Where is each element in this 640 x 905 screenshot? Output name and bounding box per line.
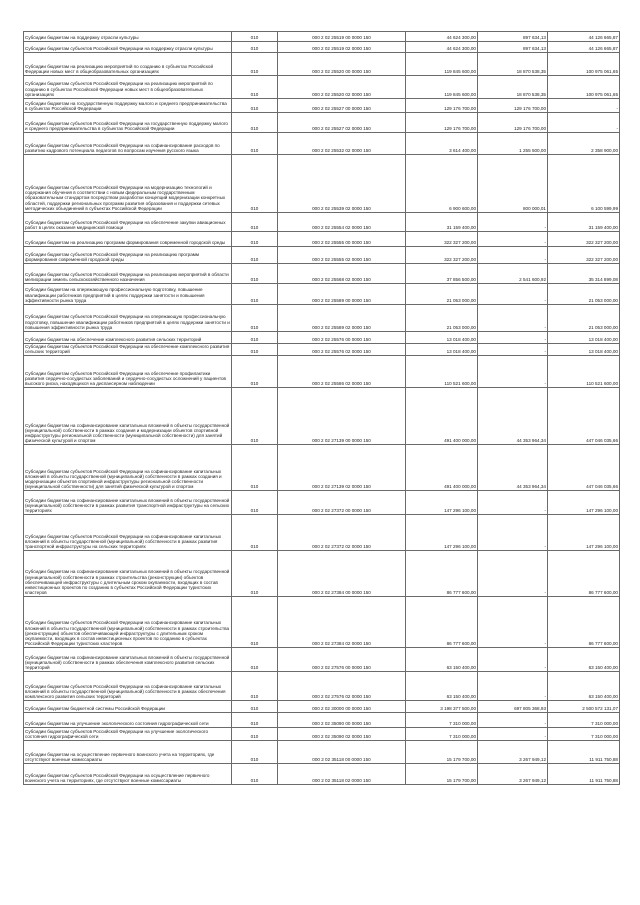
row-plan-cell: 86 777 600,00 [406, 551, 478, 597]
row-name-cell [24, 741, 232, 764]
row-admin-cell: 010 [232, 445, 278, 491]
row-exec-cell: 697 805 368,93 [478, 701, 548, 713]
row-admin-cell: 010 [232, 672, 278, 701]
row-rest-cell: 322 327 200,00 [548, 247, 620, 264]
row-code-cell: 000 2 02 25576 02 0000 150 [278, 344, 406, 356]
row-name-text: Субсидии бюджетам субъектов Российской Федерации на софинансирование капитальных вложений в объекты государственной (муниципальной) собственности в рамках обеспечения комплексного развития сельских территорий [25, 683, 226, 700]
row-name-text: Субсидии бюджетам на государственную поддержку малого и среднего предпринимательства в субъектах Российской Федерации [25, 100, 227, 111]
row-code-cell: 000 2 02 25519 02 0000 150 [278, 42, 406, 53]
row-exec-cell: - [478, 491, 548, 515]
row-plan-cell: 21 053 000,00 [406, 305, 478, 332]
row-name-text: Субсидии бюджетам субъектов Российской Федерации на софинансирование капитальных вложений в объекты государственной (муниципальной) собственности в рамках развития транспортной инфраструктуры на сельских территориях [25, 533, 222, 550]
row-plan-cell: 13 018 400,00 [406, 332, 478, 344]
row-code-cell: 000 2 02 25568 02 0000 150 [278, 264, 406, 284]
row-name-cell [24, 284, 232, 305]
row-plan-cell: 7 310 000,00 [406, 728, 478, 741]
row-rest-cell: 147 296 100,00 [548, 515, 620, 551]
row-name-text: Субсидии бюджетам субъектов Российской Федерации на опережающую профессиональную подготовку, повышение квалификации работников предприятий в целях поддержки занятости и повышения эффективности рынка труда [25, 314, 230, 330]
row-exec-cell: - [478, 728, 548, 741]
row-plan-cell: 44 624 300,00 [406, 32, 478, 42]
table-row [24, 232, 620, 247]
row-exec-cell: - [478, 305, 548, 332]
row-exec-cell: - [478, 648, 548, 672]
row-name-cell [24, 445, 232, 491]
row-exec-cell: - [478, 344, 548, 356]
row-name-cell [24, 332, 232, 344]
row-name-cell [24, 213, 232, 232]
table-row [24, 491, 620, 515]
table-row [24, 388, 620, 445]
row-admin-cell: 010 [232, 99, 278, 113]
row-rest-cell: 13 018 400,00 [548, 332, 620, 344]
row-exec-cell: - [478, 551, 548, 597]
row-plan-cell: 15 179 700,00 [406, 741, 478, 764]
row-name-text: Субсидии бюджетам на реализацию программ формирования современной городской среды [25, 239, 226, 245]
row-admin-cell: 010 [232, 332, 278, 344]
row-plan-cell: 3 614 400,00 [406, 133, 478, 155]
row-code-cell: 000 2 02 25520 02 0000 150 [278, 76, 406, 99]
row-rest-cell: 2 500 572 131,07 [548, 701, 620, 713]
table-row [24, 356, 620, 388]
row-plan-cell: 119 845 600,00 [406, 76, 478, 99]
row-admin-cell: 010 [232, 76, 278, 99]
row-exec-cell: 18 870 538,35 [478, 53, 548, 76]
row-name-text: Субсидии бюджетам субъектов Российской Федерации на софинансирование капитальных вложений в объекты государственной (муниципальной) собственности в рамках строительства (реконструкции) объектов обеспечивающей инфраструктуры с длительным сроком окупаемости, входящих в состав инвестиционных проектов по созданию в субъектах Российской Федерации туристских кластеров [25, 620, 230, 647]
row-name-text: Субсидии бюджетам субъектов Российской Федерации на реализацию программ формирования современной городской среды [25, 251, 200, 262]
table-row [24, 713, 620, 728]
row-plan-cell: 3 198 377 500,00 [406, 701, 478, 713]
row-name-text: Субсидии бюджетам субъектов Российской Федерации на модернизацию технологий и содержания обучения в соответствии с новым федеральным государственным образовательным стандартом посредством разработки концепций модернизации конкретных областей, поддержки региональных программ развития образования и поддержки сетевых методических объединений в субъектах Российской Федерации [25, 184, 226, 211]
row-admin-cell: 010 [232, 701, 278, 713]
row-name-text: Субсидии бюджетам на улучшение экологического состояния гидрографической сети [25, 721, 209, 727]
table-row [24, 99, 620, 113]
row-rest-cell: 44 126 665,87 [548, 32, 620, 42]
row-rest-cell: 35 314 899,08 [548, 264, 620, 284]
table-row [24, 53, 620, 76]
table-row [24, 764, 620, 785]
row-rest-cell: - [548, 113, 620, 133]
row-name-text: Субсидии бюджетам субъектов Российской Федерации на реализацию мероприятий по созданию в субъектах Российской Федерации новых мест в общеобразовательных организациях [25, 81, 213, 97]
row-name-text: Субсидии бюджетам субъектов Российской Федерации на обеспечение закупки авиационных работ в целях оказания медицинской помощи [25, 219, 226, 230]
row-code-cell: 000 2 02 30000 00 0000 150 [278, 701, 406, 713]
row-name-cell [24, 247, 232, 264]
row-name-text: Субсидии бюджетам субъектов Российской Федерации на осуществление первичного воинского учета на территориях, где отсутствуют военные комиссариаты [25, 773, 210, 784]
row-code-cell: 000 2 02 25586 02 0000 150 [278, 356, 406, 388]
table-row [24, 284, 620, 305]
table-row [24, 42, 620, 53]
row-code-cell: 000 2 02 27384 00 0000 150 [278, 551, 406, 597]
row-code-cell: 000 2 02 25519 00 0000 150 [278, 32, 406, 42]
row-code-cell: 000 2 02 35090 00 0000 150 [278, 713, 406, 728]
row-name-text: Субсидии бюджетам субъектов Российской Федерации на софинансирование расходов по развитию кадрового потенциала педагогов по вопросам изучения русского языка [25, 142, 220, 153]
row-code-cell: 000 2 02 25520 00 0000 150 [278, 53, 406, 76]
row-code-cell: 000 2 02 25555 00 0000 150 [278, 232, 406, 247]
row-code-cell: 000 2 02 27139 02 0000 150 [278, 445, 406, 491]
row-plan-cell: 86 777 600,00 [406, 597, 478, 648]
row-rest-cell: 100 975 061,65 [548, 53, 620, 76]
table-row [24, 445, 620, 491]
row-name-cell [24, 232, 232, 247]
row-code-cell: 000 2 02 35118 02 0000 150 [278, 764, 406, 785]
row-exec-cell: - [478, 356, 548, 388]
row-code-cell: 000 2 02 25527 00 0000 150 [278, 99, 406, 113]
row-plan-cell: 63 150 400,00 [406, 672, 478, 701]
table-row [24, 332, 620, 344]
row-name-text: Субсидии бюджетам бюджетной системы Российской Федерации [25, 706, 165, 712]
row-exec-cell: - [478, 284, 548, 305]
row-plan-cell: 63 150 400,00 [406, 648, 478, 672]
row-name-text: Субсидии бюджетам субъектов Российской Федерации на обеспечение профилактики развития сердечно-сосудистых заболеваний и сердечно-сосудистых осложнений у пациентов высокого риска, находящихся на диспансерном наблюдении [25, 370, 226, 387]
row-admin-cell: 010 [232, 133, 278, 155]
row-exec-cell: 800 000,01 [478, 155, 548, 213]
row-admin-cell: 010 [232, 648, 278, 672]
row-name-cell [24, 133, 232, 155]
row-exec-cell: - [478, 672, 548, 701]
row-rest-cell: 7 310 000,00 [548, 728, 620, 741]
row-plan-cell: 491 400 000,00 [406, 388, 478, 445]
row-name-cell [24, 491, 232, 515]
row-exec-cell: 3 267 949,12 [478, 741, 548, 764]
row-name-cell [24, 99, 232, 113]
row-name-cell [24, 356, 232, 388]
row-name-cell [24, 597, 232, 648]
row-plan-cell: 147 296 100,00 [406, 515, 478, 551]
row-name-cell [24, 648, 232, 672]
row-rest-cell: 322 327 200,00 [548, 232, 620, 247]
row-plan-cell: 21 053 000,00 [406, 284, 478, 305]
row-plan-cell: 7 310 000,00 [406, 713, 478, 728]
row-name-text: Субсидии бюджетам на опережающую профессиональную подготовку, повышение квалификации работников предприятий в целях поддержки занятости и повышения эффективности рынка труда [25, 287, 205, 303]
row-rest-cell: 147 296 100,00 [548, 491, 620, 515]
row-exec-cell: 1 255 500,00 [478, 133, 548, 155]
row-plan-cell: 6 900 600,00 [406, 155, 478, 213]
row-name-cell [24, 388, 232, 445]
table-row [24, 305, 620, 332]
table-row [24, 32, 620, 42]
table-row [24, 247, 620, 264]
budget-table-sheet [23, 31, 619, 785]
budget-table [23, 31, 620, 785]
row-plan-cell: 129 176 700,00 [406, 113, 478, 133]
row-admin-cell: 010 [232, 728, 278, 741]
table-row [24, 155, 620, 213]
row-code-cell: 000 2 02 25555 02 0000 150 [278, 247, 406, 264]
row-admin-cell: 010 [232, 53, 278, 76]
row-code-cell: 000 2 02 25554 02 0000 150 [278, 213, 406, 232]
row-name-text: Субсидии бюджетам субъектов Российской Федерации на софинансирование капитальных вложений в объекты государственной (муниципальной) собственности в рамках создания и модернизации объектов спортивной инфраструктуры региональной собственности (муниципальной собственности) для занятий физической культурой и спортом [25, 468, 222, 490]
row-rest-cell: 447 046 035,66 [548, 388, 620, 445]
row-rest-cell: 86 777 600,00 [548, 597, 620, 648]
row-name-cell [24, 264, 232, 284]
row-code-cell: 000 2 02 25539 02 0000 150 [278, 155, 406, 213]
table-row [24, 113, 620, 133]
row-code-cell: 000 2 02 27576 00 0000 150 [278, 648, 406, 672]
row-exec-cell: - [478, 213, 548, 232]
row-admin-cell: 010 [232, 515, 278, 551]
row-rest-cell: 63 150 400,00 [548, 672, 620, 701]
row-admin-cell: 010 [232, 356, 278, 388]
row-admin-cell: 010 [232, 247, 278, 264]
row-admin-cell: 010 [232, 113, 278, 133]
row-exec-cell: 129 176 700,00 [478, 113, 548, 133]
row-name-cell [24, 764, 232, 785]
row-name-cell [24, 551, 232, 597]
row-name-cell [24, 53, 232, 76]
row-exec-cell: 44 353 964,34 [478, 388, 548, 445]
row-rest-cell: 21 053 000,00 [548, 284, 620, 305]
row-name-text: Субсидии бюджетам на софинансирование капитальных вложений в объекты государственной (муниципальной) собственности в рамках создания и модернизации объектов спортивной инфраструктуры региональной собственности (муниципальной собственности) для занятий физической культурой и спортом [25, 422, 230, 444]
row-name-cell [24, 701, 232, 713]
row-admin-cell: 010 [232, 491, 278, 515]
row-plan-cell: 37 856 500,00 [406, 264, 478, 284]
row-name-text: Субсидии бюджетам на софинансирование капитальных вложений в объекты государственной (муниципальной) собственности в рамках строительства (реконструкции) объектов обеспечивающей инфраструктуры с длительным сроком окупаемости, входящих в состав инвестиционных проектов по созданию в субъектах Российской Федерации туристских кластеров [25, 569, 230, 596]
table-row [24, 701, 620, 713]
row-code-cell: 000 2 02 27576 02 0000 150 [278, 672, 406, 701]
row-rest-cell: - [548, 99, 620, 113]
table-row [24, 515, 620, 551]
row-exec-cell: - [478, 247, 548, 264]
row-name-text: Субсидии бюджетам на осуществление первичного воинского учета на территориях, где отсутствуют военные комиссариаты [25, 752, 215, 763]
table-row [24, 133, 620, 155]
row-exec-cell: 18 870 538,35 [478, 76, 548, 99]
row-plan-cell: 31 159 400,00 [406, 213, 478, 232]
row-admin-cell: 010 [232, 155, 278, 213]
row-name-text: Субсидии бюджетам на реализацию мероприятий по созданию в субъектах Российской Федерации новых мест в общеобразовательных организациях [25, 63, 214, 74]
row-exec-cell: - [478, 332, 548, 344]
row-rest-cell: 31 159 400,00 [548, 213, 620, 232]
row-name-cell [24, 728, 232, 741]
row-rest-cell: 63 150 400,00 [548, 648, 620, 672]
row-rest-cell: 447 046 035,66 [548, 445, 620, 491]
row-exec-cell: 44 353 964,34 [478, 445, 548, 491]
row-name-cell [24, 113, 232, 133]
row-name-cell [24, 515, 232, 551]
row-admin-cell: 010 [232, 305, 278, 332]
row-admin-cell: 010 [232, 764, 278, 785]
row-exec-cell: 129 176 700,00 [478, 99, 548, 113]
row-name-text: Субсидии бюджетам субъектов Российской Федерации на поддержку отрасли культуры [25, 45, 213, 51]
row-plan-cell: 44 624 300,00 [406, 42, 478, 53]
row-admin-cell: 010 [232, 388, 278, 445]
row-rest-cell: 100 975 061,65 [548, 76, 620, 99]
row-name-cell [24, 344, 232, 356]
row-plan-cell: 110 521 600,00 [406, 356, 478, 388]
table-row [24, 264, 620, 284]
row-code-cell: 000 2 02 25576 00 0000 150 [278, 332, 406, 344]
row-code-cell: 000 2 02 35090 02 0000 150 [278, 728, 406, 741]
row-admin-cell: 010 [232, 551, 278, 597]
table-row [24, 741, 620, 764]
table-row [24, 597, 620, 648]
row-code-cell: 000 2 02 35118 00 0000 150 [278, 741, 406, 764]
row-code-cell: 000 2 02 25589 00 0000 150 [278, 284, 406, 305]
table-row [24, 344, 620, 356]
table-row [24, 672, 620, 701]
row-plan-cell: 491 400 000,00 [406, 445, 478, 491]
row-admin-cell: 010 [232, 42, 278, 53]
row-admin-cell: 010 [232, 232, 278, 247]
row-exec-cell: - [478, 232, 548, 247]
row-rest-cell: 21 053 000,00 [548, 305, 620, 332]
row-name-cell [24, 672, 232, 701]
row-exec-cell: - [478, 515, 548, 551]
row-exec-cell: 897 634,13 [478, 32, 548, 42]
row-name-cell [24, 155, 232, 213]
row-admin-cell: 010 [232, 213, 278, 232]
row-admin-cell: 010 [232, 741, 278, 764]
table-row [24, 551, 620, 597]
row-plan-cell: 322 327 200,00 [406, 247, 478, 264]
row-name-text: Субсидии бюджетам субъектов Российской Федерации на обеспечение комплексного развития сельских территорий [25, 344, 230, 355]
row-plan-cell: 15 179 700,00 [406, 764, 478, 785]
row-name-text: Субсидии бюджетам на обеспечение комплексного развития сельских территорий [25, 336, 202, 342]
row-name-cell [24, 713, 232, 728]
row-name-cell [24, 32, 232, 42]
table-row [24, 213, 620, 232]
row-rest-cell: 86 777 600,00 [548, 551, 620, 597]
row-rest-cell: 11 911 750,88 [548, 764, 620, 785]
row-admin-cell: 010 [232, 597, 278, 648]
table-row [24, 648, 620, 672]
row-plan-cell: 322 327 200,00 [406, 232, 478, 247]
row-exec-cell: - [478, 713, 548, 728]
row-name-text: Субсидии бюджетам на софинансирование капитальных вложений в объекты государственной (муниципальной) собственности в рамках обеспечения комплексного развития сельских территорий [25, 654, 230, 671]
budget-table-body [24, 32, 620, 785]
row-code-cell: 000 2 02 27139 00 0000 150 [278, 388, 406, 445]
row-exec-cell: 3 267 949,12 [478, 764, 548, 785]
row-name-text: Субсидии бюджетам субъектов Российской Федерации на улучшение экологического состояния гидрографической сети [25, 729, 209, 740]
table-row [24, 76, 620, 99]
row-admin-cell: 010 [232, 344, 278, 356]
row-code-cell: 000 2 02 25532 02 0000 150 [278, 133, 406, 155]
row-admin-cell: 010 [232, 32, 278, 42]
row-rest-cell: 44 126 665,87 [548, 42, 620, 53]
row-plan-cell: 119 845 600,00 [406, 53, 478, 76]
row-name-text: Субсидии бюджетам субъектов Российской Федерации на реализацию мероприятий в области мелиорации земель сельскохозяйственного назначения [25, 271, 229, 282]
row-code-cell: 000 2 02 27372 02 0000 150 [278, 515, 406, 551]
row-rest-cell: 6 100 599,99 [548, 155, 620, 213]
row-name-cell [24, 305, 232, 332]
row-code-cell: 000 2 02 25527 02 0000 150 [278, 113, 406, 133]
row-plan-cell: 147 296 100,00 [406, 491, 478, 515]
row-name-text: Субсидии бюджетам на поддержку отрасли культуры [25, 34, 139, 40]
row-name-cell [24, 42, 232, 53]
row-exec-cell: 897 634,13 [478, 42, 548, 53]
row-plan-cell: 129 176 700,00 [406, 99, 478, 113]
row-name-text: Субсидии бюджетам на софинансирование капитальных вложений в объекты государственной (муниципальной) собственности в рамках развития транспортной инфраструктуры на сельских территориях [25, 497, 230, 514]
row-code-cell: 000 2 02 27372 00 0000 150 [278, 491, 406, 515]
row-rest-cell: 7 310 000,00 [548, 713, 620, 728]
row-code-cell: 000 2 02 27384 02 0000 150 [278, 597, 406, 648]
row-plan-cell: 13 018 400,00 [406, 344, 478, 356]
row-rest-cell: 11 911 750,88 [548, 741, 620, 764]
row-admin-cell: 010 [232, 264, 278, 284]
row-name-cell [24, 76, 232, 99]
row-rest-cell: 13 018 400,00 [548, 344, 620, 356]
row-admin-cell: 010 [232, 284, 278, 305]
row-code-cell: 000 2 02 25589 02 0000 150 [278, 305, 406, 332]
row-rest-cell: 110 521 600,00 [548, 356, 620, 388]
row-name-text: Субсидии бюджетам субъектов Российской Федерации на государственную поддержку малого и среднего предпринимательства в субъектах Российской Федерации [25, 120, 228, 131]
table-row [24, 728, 620, 741]
row-admin-cell: 010 [232, 713, 278, 728]
row-exec-cell: - [478, 597, 548, 648]
row-rest-cell: 2 358 900,00 [548, 133, 620, 155]
row-exec-cell: 2 541 600,92 [478, 264, 548, 284]
